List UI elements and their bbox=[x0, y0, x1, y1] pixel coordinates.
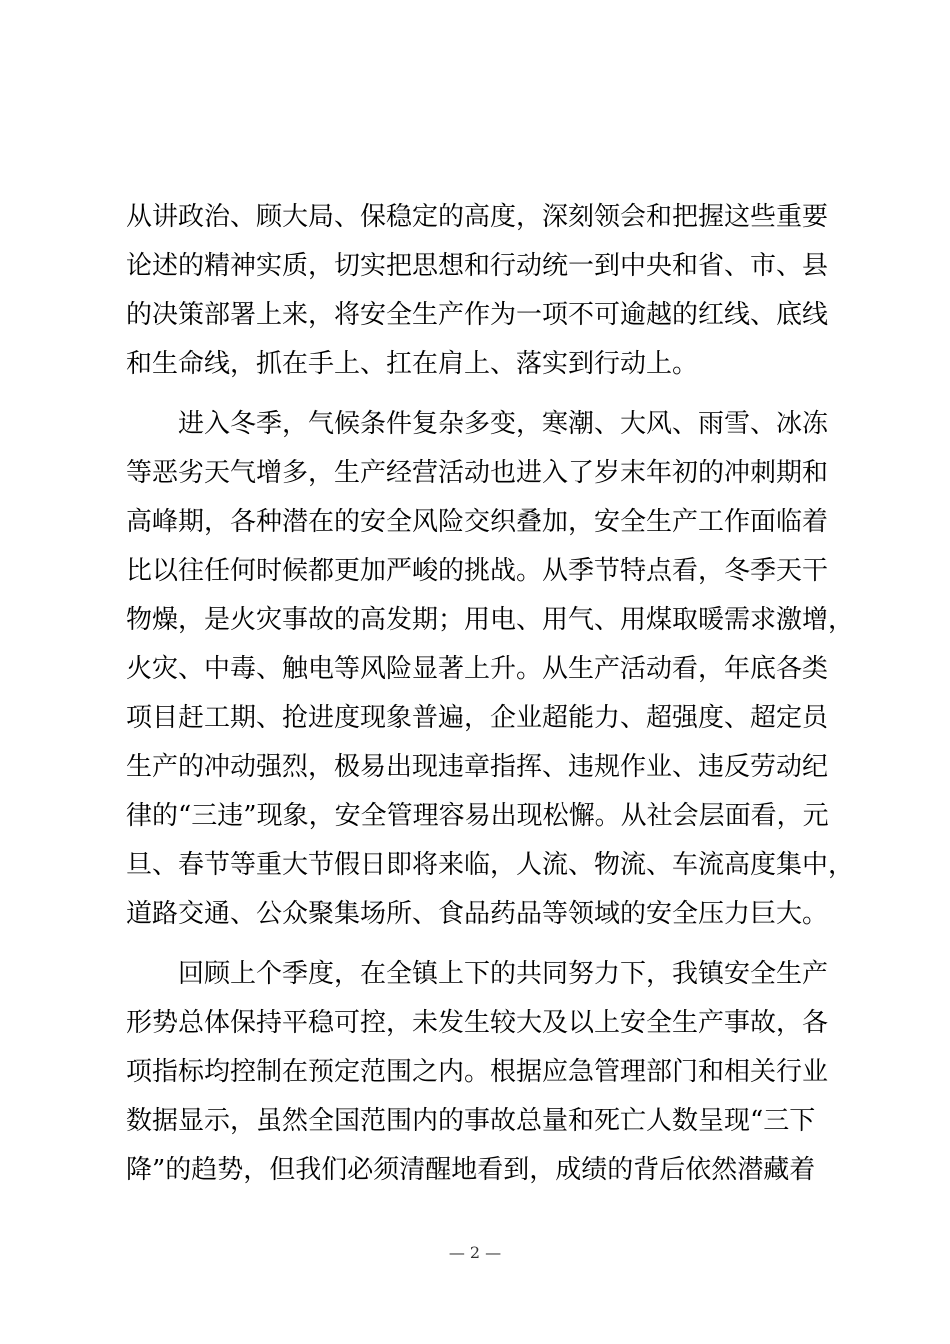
text-line: 比以往任何时候都更加严峻的挑战。从季节特点看，冬季天干 bbox=[126, 556, 829, 586]
text-line: 论述的精神实质，切实把思想和行动统一到中央和省、市、县 bbox=[126, 251, 829, 281]
text-line: 道路交通、公众聚集场所、食品药品等领域的安全压力巨大。 bbox=[126, 899, 829, 929]
text-line: 物燥，是火灾事故的高发期；用电、用气、用煤取暖需求激增， bbox=[126, 605, 855, 635]
paragraph-1 bbox=[126, 193, 829, 389]
text-line: 项目赶工期、抢进度现象普遍，企业超能力、超强度、超定员 bbox=[126, 703, 829, 733]
text-line: 和生命线，抓在手上、扛在肩上、落实到行动上。 bbox=[126, 349, 699, 379]
text-line: 进入冬季，气候条件复杂多变，寒潮、大风、雨雪、冰冻 bbox=[126, 409, 829, 439]
body-text bbox=[126, 193, 855, 1195]
paragraph-spacer bbox=[126, 939, 826, 950]
text-line: 形势总体保持平稳可控，未发生较大及以上安全生产事故，各 bbox=[126, 1008, 829, 1038]
text-line: 等恶劣天气增多，生产经营活动也进入了岁末年初的冲刺期和 bbox=[126, 458, 829, 488]
text-line: 项指标均控制在预定范围之内。根据应急管理部门和相关行业 bbox=[126, 1057, 829, 1087]
text-line: 降”的趋势，但我们必须清醒地看到，成绩的背后依然潜藏着 bbox=[126, 1155, 816, 1185]
text-line: 律的“三违”现象，安全管理容易出现松懈。从社会层面看，元 bbox=[126, 801, 829, 831]
paragraph-3 bbox=[126, 950, 829, 1195]
text-line: 从讲政治、顾大局、保稳定的高度，深刻领会和把握这些重要 bbox=[126, 202, 829, 232]
text-line: 旦、春节等重大节假日即将来临，人流、物流、车流高度集中， bbox=[126, 850, 855, 880]
page-number: — 2 — bbox=[448, 1243, 502, 1262]
text-line: 回顾上个季度，在全镇上下的共同努力下，我镇安全生产 bbox=[126, 959, 829, 989]
text-line: 火灾、中毒、触电等风险显著上升。从生产活动看，年底各类 bbox=[126, 654, 829, 684]
paragraph-spacer bbox=[126, 389, 826, 400]
text-line: 的决策部署上来，将安全生产作为一项不可逾越的红线、底线 bbox=[126, 300, 829, 330]
text-line: 生产的冲动强烈，极易出现违章指挥、违规作业、违反劳动纪 bbox=[126, 752, 829, 782]
paragraph-2 bbox=[126, 400, 855, 939]
text-line: 数据显示，虽然全国范围内的事故总量和死亡人数呈现“三下 bbox=[126, 1106, 816, 1136]
text-line: 高峰期，各种潜在的安全风险交织叠加，安全生产工作面临着 bbox=[126, 507, 829, 537]
